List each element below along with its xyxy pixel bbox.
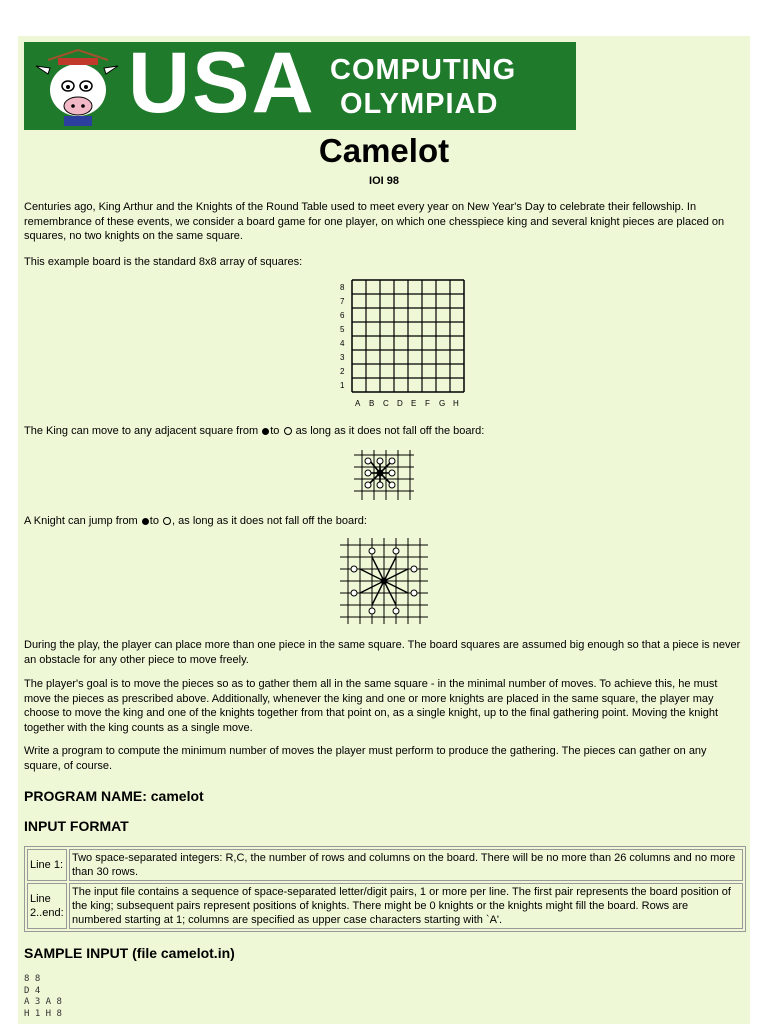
sample-line: 8 8 — [24, 974, 41, 984]
goal-paragraph: The player's goal is to move the pieces so as to gather them all in the same square - in the minimal number of moves. To achieve this, he must move the pieces as prescribed above. Additionally, whenever the king and one or more knights are placed in the same square, the player may choose to move the king and one of the knights together from that point on, as a single knight, up to the final gathering point. Moving the knight together with the king counts as a single move. — [24, 678, 719, 734]
chess-board-diagram — [318, 276, 459, 412]
filled-circle-icon — [262, 428, 269, 435]
board-row-labels — [340, 283, 345, 390]
hollow-circle-icon — [163, 517, 171, 525]
board-column-label: E — [411, 399, 417, 408]
board-row-label: 7 — [340, 297, 345, 306]
table-cell-text: Two space-separated integers: R,C, the number of rows and columns on the board. There will be no more than 26 columns and no more than 30 rows. — [69, 849, 743, 881]
hollow-circle-icon — [284, 427, 292, 435]
board-row-label: 4 — [340, 339, 345, 348]
program-name-heading: PROGRAM NAME: camelot — [24, 788, 204, 804]
cow-mascot-icon — [28, 46, 124, 128]
input-format-heading: INPUT FORMAT — [24, 818, 129, 834]
king-moves-diagram — [354, 450, 414, 500]
king-move-text — [24, 424, 746, 439]
knight-text-mid: to — [149, 515, 159, 527]
sample-line: D 4 — [24, 985, 41, 996]
intro-paragraph: Centuries ago, King Arthur and the Knights of the Round Table used to meet every year on New Year's Day to celebrate their fellowship. In remembrance of these events, we consider a board game for one player, on which one chesspiece king and several knight pieces are placed on squares, no two knights on the same square. — [24, 201, 725, 242]
board-intro-paragraph: This example board is the standard 8x8 array of squares: — [24, 256, 303, 268]
sample-line: H 1 H 8 — [24, 1008, 62, 1019]
sample-input-heading: SAMPLE INPUT (file camelot.in) — [24, 945, 235, 961]
banner-computing-text: COMPUTING — [330, 54, 517, 86]
table-cell-label: Line 1: — [27, 849, 67, 881]
knight-moves-diagram — [340, 538, 428, 624]
board-column-label: C — [383, 399, 389, 408]
usaco-banner[interactable] — [24, 35, 576, 131]
page — [18, 36, 750, 1024]
board-column-label: F — [425, 399, 430, 408]
board-row-label: 1 — [340, 381, 345, 390]
filled-circle-icon — [142, 518, 149, 525]
board-row-label: 5 — [340, 325, 345, 334]
king-text-mid: to — [270, 425, 280, 437]
table-cell-text: The input file contains a sequence of space-separated letter/digit pairs, 1 or more per line. The first pair represents the board position of the king; subsequent pairs represent positions of knights. There might be 0 knights or the knights might fill the board. Rows are numbered starting at 1; columns are specified as upper case characters starting with `A'. — [69, 883, 743, 929]
write-paragraph: Write a program to compute the minimum number of moves the player must perform to produce the gathering. The pieces can gather on any square, of course. — [24, 745, 707, 772]
page-title: Camelot — [318, 132, 450, 169]
board-row-label: 3 — [340, 353, 345, 362]
board-column-labels — [355, 399, 459, 408]
board-row-label: 6 — [340, 311, 345, 320]
board-row-label: 2 — [340, 367, 345, 376]
table-row — [27, 849, 743, 881]
board-column-label: G — [439, 399, 446, 408]
table-row — [27, 883, 743, 929]
sample-line: A 3 A 8 — [24, 997, 62, 1007]
board-grid — [352, 280, 464, 392]
sample-input-block — [24, 974, 62, 1020]
input-format-table — [24, 846, 746, 932]
board-column-label: A — [355, 399, 361, 408]
play-paragraph: During the play, the player can place more than one piece in the same square. The board squares are assumed big enough so that a piece is never an obstacle for any other piece to move freely. — [24, 639, 741, 666]
knight-move-text — [24, 514, 746, 529]
board-column-label: D — [397, 399, 403, 408]
king-text-after: as long as it does not fall off the board: — [295, 425, 485, 437]
knight-text-after: , as long as it does not fall off the board: — [172, 515, 367, 527]
banner-olympiad-text: OLYMPIAD — [340, 88, 499, 120]
banner-usa-text: USA — [128, 35, 316, 131]
knight-text-before: A Knight can jump from — [24, 515, 138, 527]
table-cell-label: Line 2..end: — [27, 883, 67, 929]
page-subtitle: IOI 98 — [369, 175, 399, 187]
board-row-label: 8 — [340, 283, 345, 292]
board-column-label: H — [453, 399, 459, 408]
king-text-before: The King can move to any adjacent square from — [24, 425, 259, 437]
board-column-label: B — [369, 399, 375, 408]
